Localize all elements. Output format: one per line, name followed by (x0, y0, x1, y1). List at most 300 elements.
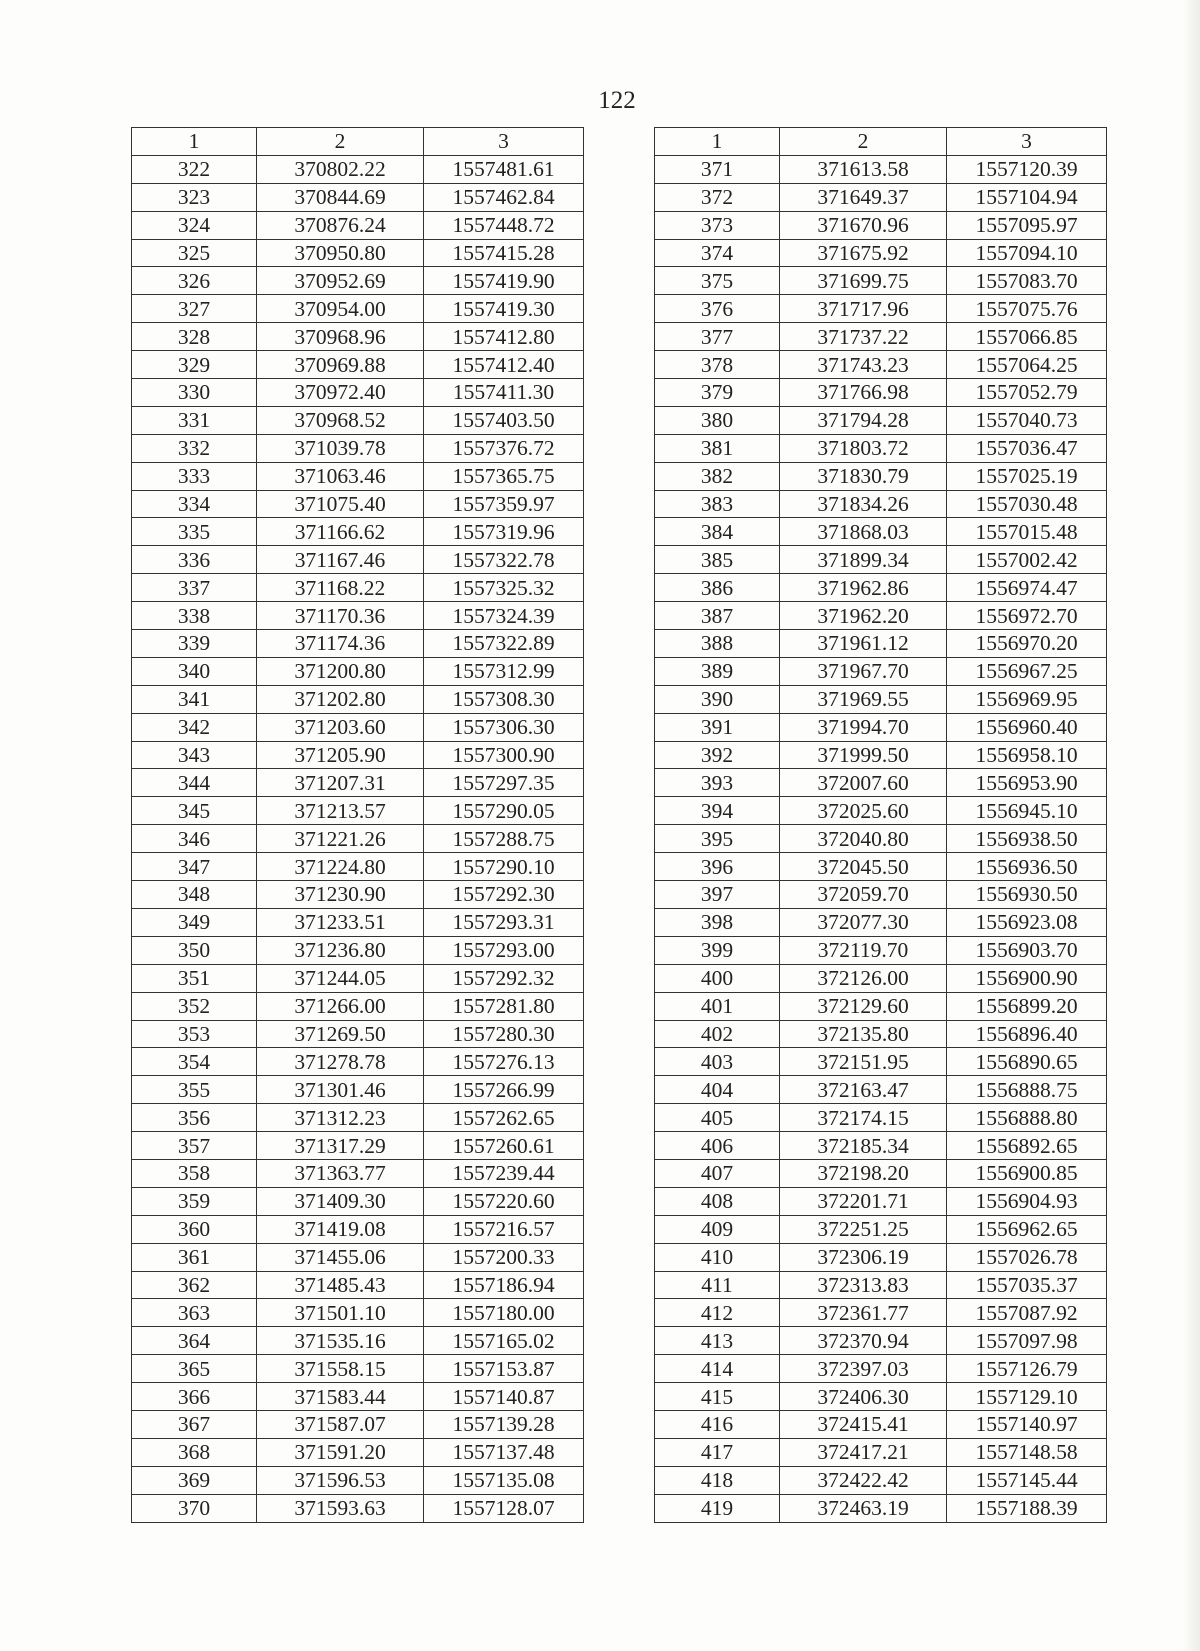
table-row (132, 908, 584, 936)
x-coordinate-cell: 371301.46 (257, 1076, 424, 1104)
point-number-cell: 360 (132, 1215, 257, 1243)
scan-edge-shadow (1182, 0, 1200, 1651)
table-row (132, 434, 584, 462)
table-row (132, 685, 584, 713)
table-row (655, 1299, 1107, 1327)
table-header-row (655, 128, 1107, 156)
x-coordinate-cell: 371967.70 (780, 657, 947, 685)
point-number-cell: 379 (655, 379, 780, 407)
table-row (132, 1020, 584, 1048)
y-coordinate-cell: 1556899.20 (947, 992, 1107, 1020)
y-coordinate-cell: 1556923.08 (947, 908, 1107, 936)
table-row (132, 406, 584, 434)
x-coordinate-cell: 371168.22 (257, 574, 424, 602)
point-number-cell: 411 (655, 1271, 780, 1299)
point-number-cell: 340 (132, 657, 257, 685)
x-coordinate-cell: 372406.30 (780, 1383, 947, 1411)
y-coordinate-cell: 1557281.80 (424, 992, 584, 1020)
y-coordinate-cell: 1556888.75 (947, 1076, 1107, 1104)
y-coordinate-cell: 1556903.70 (947, 936, 1107, 964)
y-coordinate-cell: 1557094.10 (947, 239, 1107, 267)
x-coordinate-cell: 371485.43 (257, 1271, 424, 1299)
x-coordinate-cell: 371830.79 (780, 462, 947, 490)
y-coordinate-cell: 1556960.40 (947, 713, 1107, 741)
x-coordinate-cell: 371699.75 (780, 267, 947, 295)
x-coordinate-cell: 372397.03 (780, 1355, 947, 1383)
table-row (132, 1104, 584, 1132)
y-coordinate-cell: 1557145.44 (947, 1466, 1107, 1494)
x-coordinate-cell: 371312.23 (257, 1104, 424, 1132)
point-number-cell: 332 (132, 434, 257, 462)
x-coordinate-cell: 371200.80 (257, 657, 424, 685)
point-number-cell: 347 (132, 853, 257, 881)
table-row (655, 825, 1107, 853)
x-coordinate-cell: 370969.88 (257, 351, 424, 379)
x-coordinate-cell: 372025.60 (780, 797, 947, 825)
point-number-cell: 348 (132, 881, 257, 909)
table-row (655, 1215, 1107, 1243)
table-row (655, 853, 1107, 881)
point-number-cell: 393 (655, 769, 780, 797)
table-row (655, 1104, 1107, 1132)
point-number-cell: 372 (655, 183, 780, 211)
x-coordinate-cell: 371834.26 (780, 490, 947, 518)
x-coordinate-cell: 372306.19 (780, 1243, 947, 1271)
point-number-cell: 386 (655, 574, 780, 602)
page-number: 122 (598, 87, 636, 114)
table-row (655, 379, 1107, 407)
table-row (655, 574, 1107, 602)
point-number-cell: 351 (132, 964, 257, 992)
x-coordinate-cell: 371317.29 (257, 1132, 424, 1160)
table-row (655, 685, 1107, 713)
table-row (655, 964, 1107, 992)
point-number-cell: 374 (655, 239, 780, 267)
point-number-cell: 373 (655, 211, 780, 239)
y-coordinate-cell: 1557035.37 (947, 1271, 1107, 1299)
table-row (655, 741, 1107, 769)
y-coordinate-cell: 1557462.84 (424, 183, 584, 211)
table-row (132, 1076, 584, 1104)
x-coordinate-cell: 372251.25 (780, 1215, 947, 1243)
table-row (655, 908, 1107, 936)
table-row (132, 267, 584, 295)
y-coordinate-cell: 1557293.31 (424, 908, 584, 936)
x-coordinate-cell: 372163.47 (780, 1076, 947, 1104)
header-cell-y-coordinate: 3 (424, 128, 584, 156)
y-coordinate-cell: 1556888.80 (947, 1104, 1107, 1132)
table-row (655, 992, 1107, 1020)
y-coordinate-cell: 1556900.85 (947, 1159, 1107, 1187)
y-coordinate-cell: 1557266.99 (424, 1076, 584, 1104)
y-coordinate-cell: 1557290.05 (424, 797, 584, 825)
point-number-cell: 327 (132, 295, 257, 323)
table-row (655, 769, 1107, 797)
point-number-cell: 381 (655, 434, 780, 462)
y-coordinate-cell: 1557403.50 (424, 406, 584, 434)
x-coordinate-cell: 371962.86 (780, 574, 947, 602)
x-coordinate-cell: 372007.60 (780, 769, 947, 797)
point-number-cell: 359 (132, 1187, 257, 1215)
table-row (655, 1020, 1107, 1048)
table-row (655, 546, 1107, 574)
point-number-cell: 350 (132, 936, 257, 964)
point-number-cell: 357 (132, 1132, 257, 1160)
x-coordinate-cell: 371230.90 (257, 881, 424, 909)
table-row (132, 713, 584, 741)
point-number-cell: 362 (132, 1271, 257, 1299)
x-coordinate-cell: 371670.96 (780, 211, 947, 239)
x-coordinate-cell: 371266.00 (257, 992, 424, 1020)
y-coordinate-cell: 1557419.30 (424, 295, 584, 323)
y-coordinate-cell: 1557075.76 (947, 295, 1107, 323)
table-row (132, 490, 584, 518)
y-coordinate-cell: 1557128.07 (424, 1494, 584, 1522)
x-coordinate-cell: 371213.57 (257, 797, 424, 825)
table-row (132, 1187, 584, 1215)
y-coordinate-cell: 1557026.78 (947, 1243, 1107, 1271)
y-coordinate-cell: 1556967.25 (947, 657, 1107, 685)
x-coordinate-cell: 372174.15 (780, 1104, 947, 1132)
y-coordinate-cell: 1556958.10 (947, 741, 1107, 769)
point-number-cell: 376 (655, 295, 780, 323)
point-number-cell: 349 (132, 908, 257, 936)
x-coordinate-cell: 371063.46 (257, 462, 424, 490)
table-row (132, 1466, 584, 1494)
table-row (132, 1271, 584, 1299)
y-coordinate-cell: 1557412.40 (424, 351, 584, 379)
table-row (655, 462, 1107, 490)
y-coordinate-cell: 1557140.97 (947, 1410, 1107, 1438)
point-number-cell: 390 (655, 685, 780, 713)
x-coordinate-cell: 371535.16 (257, 1327, 424, 1355)
table-row (655, 1383, 1107, 1411)
x-coordinate-cell: 370968.96 (257, 323, 424, 351)
table-row (655, 797, 1107, 825)
point-number-cell: 354 (132, 1048, 257, 1076)
table-row (655, 1355, 1107, 1383)
y-coordinate-cell: 1557290.10 (424, 853, 584, 881)
table-row (132, 155, 584, 183)
x-coordinate-cell: 371236.80 (257, 936, 424, 964)
y-coordinate-cell: 1557312.99 (424, 657, 584, 685)
x-coordinate-cell: 371596.53 (257, 1466, 424, 1494)
table-row (132, 574, 584, 602)
point-number-cell: 369 (132, 1466, 257, 1494)
x-coordinate-cell: 372119.70 (780, 936, 947, 964)
x-coordinate-cell: 371675.92 (780, 239, 947, 267)
point-number-cell: 399 (655, 936, 780, 964)
point-number-cell: 355 (132, 1076, 257, 1104)
y-coordinate-cell: 1557280.30 (424, 1020, 584, 1048)
x-coordinate-cell: 370972.40 (257, 379, 424, 407)
y-coordinate-cell: 1557083.70 (947, 267, 1107, 295)
y-coordinate-cell: 1556938.50 (947, 825, 1107, 853)
x-coordinate-cell: 371613.58 (780, 155, 947, 183)
y-coordinate-cell: 1556974.47 (947, 574, 1107, 602)
y-coordinate-cell: 1557448.72 (424, 211, 584, 239)
y-coordinate-cell: 1557288.75 (424, 825, 584, 853)
y-coordinate-cell: 1557188.39 (947, 1494, 1107, 1522)
point-number-cell: 380 (655, 406, 780, 434)
point-number-cell: 339 (132, 630, 257, 658)
point-number-cell: 336 (132, 546, 257, 574)
y-coordinate-cell: 1557324.39 (424, 602, 584, 630)
table-row (655, 630, 1107, 658)
x-coordinate-cell: 371174.36 (257, 630, 424, 658)
point-number-cell: 383 (655, 490, 780, 518)
header-cell-point-number: 1 (132, 128, 257, 156)
point-number-cell: 391 (655, 713, 780, 741)
point-number-cell: 352 (132, 992, 257, 1020)
y-coordinate-cell: 1557104.94 (947, 183, 1107, 211)
point-number-cell: 419 (655, 1494, 780, 1522)
point-number-cell: 401 (655, 992, 780, 1020)
table-row (132, 1048, 584, 1076)
point-number-cell: 415 (655, 1383, 780, 1411)
x-coordinate-cell: 371961.12 (780, 630, 947, 658)
table-row (132, 964, 584, 992)
y-coordinate-cell: 1556936.50 (947, 853, 1107, 881)
x-coordinate-cell: 371167.46 (257, 546, 424, 574)
y-coordinate-cell: 1557135.08 (424, 1466, 584, 1494)
point-number-cell: 412 (655, 1299, 780, 1327)
point-number-cell: 394 (655, 797, 780, 825)
point-number-cell: 396 (655, 853, 780, 881)
y-coordinate-cell: 1556904.93 (947, 1187, 1107, 1215)
x-coordinate-cell: 372040.80 (780, 825, 947, 853)
table-row (132, 1132, 584, 1160)
table-row (132, 797, 584, 825)
point-number-cell: 384 (655, 518, 780, 546)
table-row (655, 183, 1107, 211)
table-row (655, 406, 1107, 434)
x-coordinate-cell: 370952.69 (257, 267, 424, 295)
point-number-cell: 388 (655, 630, 780, 658)
y-coordinate-cell: 1557239.44 (424, 1159, 584, 1187)
point-number-cell: 370 (132, 1494, 257, 1522)
y-coordinate-cell: 1556962.65 (947, 1215, 1107, 1243)
y-coordinate-cell: 1557293.00 (424, 936, 584, 964)
table-row (655, 1438, 1107, 1466)
y-coordinate-cell: 1557087.92 (947, 1299, 1107, 1327)
y-coordinate-cell: 1557376.72 (424, 434, 584, 462)
y-coordinate-cell: 1557481.61 (424, 155, 584, 183)
table-row (132, 992, 584, 1020)
y-coordinate-cell: 1557165.02 (424, 1327, 584, 1355)
point-number-cell: 371 (655, 155, 780, 183)
table-row (655, 1271, 1107, 1299)
table-row (655, 1187, 1107, 1215)
point-number-cell: 382 (655, 462, 780, 490)
table-row (132, 602, 584, 630)
y-coordinate-cell: 1556945.10 (947, 797, 1107, 825)
point-number-cell: 323 (132, 183, 257, 211)
point-number-cell: 385 (655, 546, 780, 574)
x-coordinate-cell: 371591.20 (257, 1438, 424, 1466)
point-number-cell: 389 (655, 657, 780, 685)
y-coordinate-cell: 1557036.47 (947, 434, 1107, 462)
y-coordinate-cell: 1557306.30 (424, 713, 584, 741)
y-coordinate-cell: 1557216.57 (424, 1215, 584, 1243)
table-row (655, 295, 1107, 323)
point-number-cell: 330 (132, 379, 257, 407)
y-coordinate-cell: 1557153.87 (424, 1355, 584, 1383)
x-coordinate-cell: 371962.20 (780, 602, 947, 630)
x-coordinate-cell: 370844.69 (257, 183, 424, 211)
x-coordinate-cell: 371244.05 (257, 964, 424, 992)
table-row (132, 1355, 584, 1383)
header-cell-y-coordinate: 3 (947, 128, 1107, 156)
y-coordinate-cell: 1556890.65 (947, 1048, 1107, 1076)
point-number-cell: 405 (655, 1104, 780, 1132)
y-coordinate-cell: 1556969.95 (947, 685, 1107, 713)
y-coordinate-cell: 1556972.70 (947, 602, 1107, 630)
x-coordinate-cell: 371803.72 (780, 434, 947, 462)
table-row (655, 713, 1107, 741)
table-row (132, 630, 584, 658)
y-coordinate-cell: 1557120.39 (947, 155, 1107, 183)
x-coordinate-cell: 371166.62 (257, 518, 424, 546)
x-coordinate-cell: 371558.15 (257, 1355, 424, 1383)
y-coordinate-cell: 1557297.35 (424, 769, 584, 797)
point-number-cell: 324 (132, 211, 257, 239)
x-coordinate-cell: 372129.60 (780, 992, 947, 1020)
y-coordinate-cell: 1557052.79 (947, 379, 1107, 407)
table-row (132, 239, 584, 267)
y-coordinate-cell: 1556900.90 (947, 964, 1107, 992)
point-number-cell: 353 (132, 1020, 257, 1048)
x-coordinate-cell: 371224.80 (257, 853, 424, 881)
table-row (132, 1215, 584, 1243)
table-row (655, 1076, 1107, 1104)
table-row (132, 825, 584, 853)
point-number-cell: 322 (132, 155, 257, 183)
table-row (655, 434, 1107, 462)
x-coordinate-cell: 372361.77 (780, 1299, 947, 1327)
point-number-cell: 364 (132, 1327, 257, 1355)
point-number-cell: 363 (132, 1299, 257, 1327)
table-row (655, 881, 1107, 909)
point-number-cell: 375 (655, 267, 780, 295)
y-coordinate-cell: 1557322.78 (424, 546, 584, 574)
table-row (655, 1494, 1107, 1522)
point-number-cell: 343 (132, 741, 257, 769)
y-coordinate-cell: 1557139.28 (424, 1410, 584, 1438)
table-row (655, 657, 1107, 685)
point-number-cell: 377 (655, 323, 780, 351)
y-coordinate-cell: 1557260.61 (424, 1132, 584, 1160)
x-coordinate-cell: 372185.34 (780, 1132, 947, 1160)
y-coordinate-cell: 1557292.30 (424, 881, 584, 909)
y-coordinate-cell: 1557140.87 (424, 1383, 584, 1411)
point-number-cell: 418 (655, 1466, 780, 1494)
table-row (132, 1159, 584, 1187)
y-coordinate-cell: 1557040.73 (947, 406, 1107, 434)
x-coordinate-cell: 371207.31 (257, 769, 424, 797)
x-coordinate-cell: 371994.70 (780, 713, 947, 741)
table-row (655, 602, 1107, 630)
x-coordinate-cell: 371766.98 (780, 379, 947, 407)
x-coordinate-cell: 372059.70 (780, 881, 947, 909)
y-coordinate-cell: 1557300.90 (424, 741, 584, 769)
x-coordinate-cell: 370950.80 (257, 239, 424, 267)
table-row (132, 546, 584, 574)
point-number-cell: 404 (655, 1076, 780, 1104)
table-row (655, 936, 1107, 964)
x-coordinate-cell: 371039.78 (257, 434, 424, 462)
point-number-cell: 342 (132, 713, 257, 741)
header-cell-x-coordinate: 2 (780, 128, 947, 156)
point-number-cell: 409 (655, 1215, 780, 1243)
point-number-cell: 341 (132, 685, 257, 713)
point-number-cell: 338 (132, 602, 257, 630)
x-coordinate-cell: 371501.10 (257, 1299, 424, 1327)
x-coordinate-cell: 371363.77 (257, 1159, 424, 1187)
x-coordinate-cell: 371794.28 (780, 406, 947, 434)
x-coordinate-cell: 371278.78 (257, 1048, 424, 1076)
x-coordinate-cell: 371205.90 (257, 741, 424, 769)
point-number-cell: 325 (132, 239, 257, 267)
table-row (132, 518, 584, 546)
table-row (132, 769, 584, 797)
point-number-cell: 329 (132, 351, 257, 379)
y-coordinate-cell: 1557412.80 (424, 323, 584, 351)
x-coordinate-cell: 371593.63 (257, 1494, 424, 1522)
y-coordinate-cell: 1557137.48 (424, 1438, 584, 1466)
x-coordinate-cell: 372201.71 (780, 1187, 947, 1215)
y-coordinate-cell: 1557415.28 (424, 239, 584, 267)
x-coordinate-cell: 371868.03 (780, 518, 947, 546)
x-coordinate-cell: 372077.30 (780, 908, 947, 936)
header-cell-point-number: 1 (655, 128, 780, 156)
point-number-cell: 365 (132, 1355, 257, 1383)
x-coordinate-cell: 371649.37 (780, 183, 947, 211)
point-number-cell: 397 (655, 881, 780, 909)
table-row (655, 1466, 1107, 1494)
x-coordinate-cell: 370876.24 (257, 211, 424, 239)
table-row (132, 323, 584, 351)
y-coordinate-cell: 1557066.85 (947, 323, 1107, 351)
y-coordinate-cell: 1557180.00 (424, 1299, 584, 1327)
x-coordinate-cell: 372151.95 (780, 1048, 947, 1076)
y-coordinate-cell: 1557015.48 (947, 518, 1107, 546)
x-coordinate-cell: 372313.83 (780, 1271, 947, 1299)
point-number-cell: 417 (655, 1438, 780, 1466)
y-coordinate-cell: 1557025.19 (947, 462, 1107, 490)
y-coordinate-cell: 1557129.10 (947, 1383, 1107, 1411)
y-coordinate-cell: 1557325.32 (424, 574, 584, 602)
x-coordinate-cell: 371999.50 (780, 741, 947, 769)
y-coordinate-cell: 1556892.65 (947, 1132, 1107, 1160)
x-coordinate-cell: 371203.60 (257, 713, 424, 741)
table-row (132, 881, 584, 909)
point-number-cell: 368 (132, 1438, 257, 1466)
point-number-cell: 398 (655, 908, 780, 936)
point-number-cell: 392 (655, 741, 780, 769)
table-row (655, 351, 1107, 379)
right-coordinates-table (654, 127, 1107, 1523)
point-number-cell: 413 (655, 1327, 780, 1355)
y-coordinate-cell: 1557359.97 (424, 490, 584, 518)
point-number-cell: 402 (655, 1020, 780, 1048)
point-number-cell: 337 (132, 574, 257, 602)
table-row (655, 518, 1107, 546)
table-row (132, 853, 584, 881)
x-coordinate-cell: 371969.55 (780, 685, 947, 713)
x-coordinate-cell: 371409.30 (257, 1187, 424, 1215)
point-number-cell: 387 (655, 602, 780, 630)
